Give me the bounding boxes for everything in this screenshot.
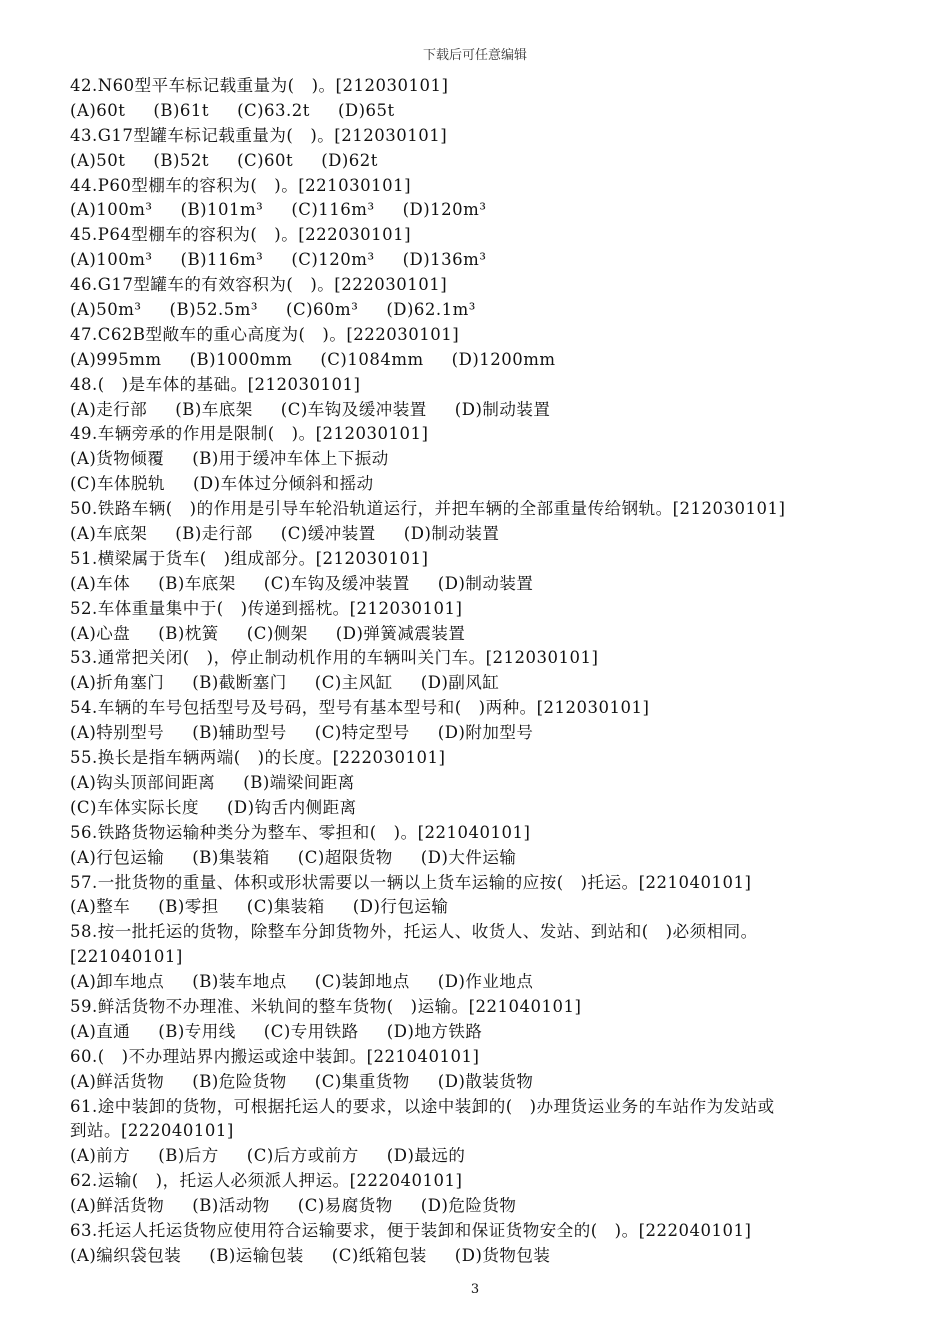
question-list [70, 74, 890, 1269]
option-item: (B)截断塞门 [192, 673, 287, 693]
options-line [70, 447, 890, 472]
option-item: (C)专用铁路 [263, 1021, 359, 1041]
option-item: (C)纸箱包装 [331, 1245, 427, 1265]
option-item: (C)装卸地点 [314, 972, 410, 992]
options-line [70, 1144, 890, 1169]
option-item: (C)60t [237, 150, 294, 170]
option-item: (B)走行部 [175, 524, 253, 544]
option-item: (A)货物倾覆 [70, 449, 165, 469]
option-item: (D)最远的 [386, 1146, 466, 1166]
option-item: (A)60t [70, 100, 126, 120]
option-item: (C)60m³ [286, 300, 359, 320]
question-line: 43.G17型罐车标记载重量为( )。[212030101] [70, 125, 448, 145]
option-item: (A)特别型号 [70, 723, 165, 743]
option-item: (C)易腐货物 [297, 1196, 393, 1216]
option-item: (D)地方铁路 [386, 1021, 483, 1041]
options-line [70, 1244, 890, 1269]
options-line [70, 248, 890, 273]
option-item: (C)特定型号 [314, 723, 410, 743]
option-item: (B)枕簧 [158, 623, 219, 643]
option-item: (C)120m³ [291, 250, 375, 270]
question-line: 60.( )不办理站界内搬运或途中装卸。[221040101] [70, 1046, 480, 1066]
question-line: 57.一批货物的重量、体积或形状需要以一辆以上货车运输的应按( )托运。[221040101] [70, 872, 752, 892]
question-line: 45.P64型棚车的容积为( )。[222030101] [70, 225, 412, 245]
question-line: 53.通常把关闭( )，停止制动机作用的车辆叫关门车。[212030101] [70, 648, 599, 668]
option-item: (A)车底架 [70, 524, 148, 544]
option-item: (A)50t [70, 150, 126, 170]
question-line: 54.车辆的车号包括型号及号码，型号有基本型号和( )两种。[212030101] [70, 698, 650, 718]
options-line [70, 149, 890, 174]
options-line [70, 1020, 890, 1045]
option-item: (A)50m³ [70, 300, 142, 320]
question-line: 62.运输( )，托运人必须派人押运。[222040101] [70, 1171, 463, 1191]
option-item: (D)附加型号 [437, 723, 534, 743]
option-item: (D)120m³ [402, 200, 487, 220]
option-item: (A)整车 [70, 897, 131, 917]
options-line [70, 895, 890, 920]
question-line: [221040101] [70, 947, 183, 967]
option-item: (D)货物包装 [454, 1245, 551, 1265]
option-item: (A)前方 [70, 1146, 131, 1166]
options-line [70, 522, 890, 547]
option-item: (D)危险货物 [420, 1196, 517, 1216]
option-item: (D)钩舌内侧距离 [227, 797, 357, 817]
options-line [70, 348, 890, 373]
option-item: (A)100m³ [70, 250, 153, 270]
option-item: (A)鲜活货物 [70, 1071, 165, 1091]
option-item: (B)车底架 [158, 573, 236, 593]
option-item: (D)行包运输 [352, 897, 449, 917]
option-item: (B)零担 [158, 897, 219, 917]
options-line [70, 970, 890, 995]
question-line: 42.N60型平车标记载重量为( )。[212030101] [70, 76, 449, 95]
option-item: (C)集装箱 [246, 897, 325, 917]
option-item: (D)136m³ [402, 250, 487, 270]
option-item: (A)100m³ [70, 200, 153, 220]
options-line [70, 671, 890, 696]
question-line: 51.横梁属于货车( )组成部分。[212030101] [70, 548, 429, 568]
question-line: 61.途中装卸的货物，可根据托运人的要求，以途中装卸的( )办理货运业务的车站作为发站或 [70, 1096, 775, 1116]
option-item: (A)编织袋包装 [70, 1245, 182, 1265]
option-item: (D)散装货物 [437, 1071, 534, 1091]
option-item: (C)后方或前方 [246, 1146, 359, 1166]
options-line [70, 721, 890, 746]
option-item: (B)端梁间距离 [243, 772, 355, 792]
option-item: (D)62.1m³ [386, 300, 476, 320]
option-item: (C)车体脱轨 [70, 474, 165, 494]
option-item: (B)车底架 [175, 399, 253, 419]
question-line: 48.( )是车体的基础。[212030101] [70, 374, 361, 394]
option-item: (D)制动装置 [403, 524, 500, 544]
option-item: (D)副风缸 [420, 673, 500, 693]
option-item: (A)钩头顶部间距离 [70, 772, 216, 792]
options-line [70, 771, 890, 796]
option-item: (B)运输包装 [209, 1245, 304, 1265]
question-line: 47.C62B型敞车的重心高度为( )。[222030101] [70, 324, 460, 344]
option-item: (A)车体 [70, 573, 131, 593]
options-line [70, 796, 890, 821]
option-item: (C)超限货物 [297, 847, 393, 867]
option-item: (A)直通 [70, 1021, 131, 1041]
option-item: (B)1000mm [189, 349, 293, 369]
option-item: (C)车钩及缓冲装置 [280, 399, 427, 419]
option-item: (B)52t [153, 150, 210, 170]
question-line: 52.车体重量集中于( )传递到摇枕。[212030101] [70, 598, 463, 618]
option-item: (C)116m³ [291, 200, 375, 220]
option-item: (D)制动装置 [454, 399, 551, 419]
options-line [70, 472, 890, 497]
option-item: (D)65t [337, 100, 395, 120]
options-line [70, 622, 890, 647]
option-item: (D)作业地点 [437, 972, 534, 992]
question-line: 55.换长是指车辆两端( )的长度。[222030101] [70, 748, 446, 768]
options-line [70, 198, 890, 223]
option-item: (C)车钩及缓冲装置 [263, 573, 410, 593]
options-line [70, 572, 890, 597]
option-item: (A)折角塞门 [70, 673, 165, 693]
options-line [70, 99, 890, 124]
question-line: 56.铁路货物运输种类分为整车、零担和( )。[221040101] [70, 822, 531, 842]
options-line [70, 846, 890, 871]
option-item: (A)995mm [70, 349, 162, 369]
option-item: (B)危险货物 [192, 1071, 287, 1091]
option-item: (B)用于缓冲车体上下振动 [192, 449, 389, 469]
option-item: (A)鲜活货物 [70, 1196, 165, 1216]
question-line: 44.P60型棚车的容积为( )。[221030101] [70, 175, 412, 195]
option-item: (C)集重货物 [314, 1071, 410, 1091]
options-line [70, 1070, 890, 1095]
option-item: (B)52.5m³ [169, 300, 259, 320]
option-item: (D)1200mm [451, 349, 556, 369]
option-item: (B)装车地点 [192, 972, 287, 992]
option-item: (C)缓冲装置 [280, 524, 376, 544]
page-number: 3 [470, 1282, 480, 1297]
option-item: (B)后方 [158, 1146, 219, 1166]
question-line: 到站。[222040101] [70, 1121, 234, 1141]
question-line: 46.G17型罐车的有效容积为( )。[222030101] [70, 275, 448, 295]
question-line: 59.鲜活货物不办理准、米轨间的整车货物( )运输。[221040101] [70, 996, 582, 1016]
option-item: (B)61t [153, 100, 210, 120]
option-item: (D)制动装置 [437, 573, 534, 593]
question-line: 58.按一批托运的货物，除整车分卸货物外，托运人、收货人、发站、到站和( )必须相同。 [70, 922, 758, 942]
option-item: (D)62t [321, 150, 378, 170]
option-item: (B)活动物 [192, 1196, 270, 1216]
option-item: (C)63.2t [237, 100, 310, 120]
option-item: (C)主风缸 [314, 673, 393, 693]
option-item: (C)1084mm [320, 349, 424, 369]
option-item: (A)心盘 [70, 623, 131, 643]
question-line: 50.铁路车辆( )的作用是引导车轮沿轨道运行，并把车辆的全部重量传给钢轨。[212030101] [70, 499, 786, 519]
option-item: (B)辅助型号 [192, 723, 287, 743]
option-item: (D)车体过分倾斜和摇动 [193, 474, 374, 494]
option-item: (D)弹簧减震装置 [335, 623, 466, 643]
option-item: (B)集装箱 [192, 847, 270, 867]
options-line [70, 298, 890, 323]
option-item: (C)侧架 [246, 623, 308, 643]
option-item: (C)车体实际长度 [70, 797, 199, 817]
option-item: (A)卸车地点 [70, 972, 165, 992]
question-line: 63.托运人托运货物应使用符合运输要求，便于装卸和保证货物安全的( )。[222040101] [70, 1220, 752, 1240]
options-line [70, 1194, 890, 1219]
option-item: (B)116m³ [180, 250, 264, 270]
options-line [70, 398, 890, 423]
option-item: (A)行包运输 [70, 847, 165, 867]
option-item: (B)专用线 [158, 1021, 236, 1041]
option-item: (D)大件运输 [420, 847, 517, 867]
option-item: (B)101m³ [180, 200, 264, 220]
option-item: (A)走行部 [70, 399, 148, 419]
question-line: 49.车辆旁承的作用是限制( )。[212030101] [70, 424, 429, 444]
page-header: 下载后可任意编辑 [422, 48, 527, 63]
